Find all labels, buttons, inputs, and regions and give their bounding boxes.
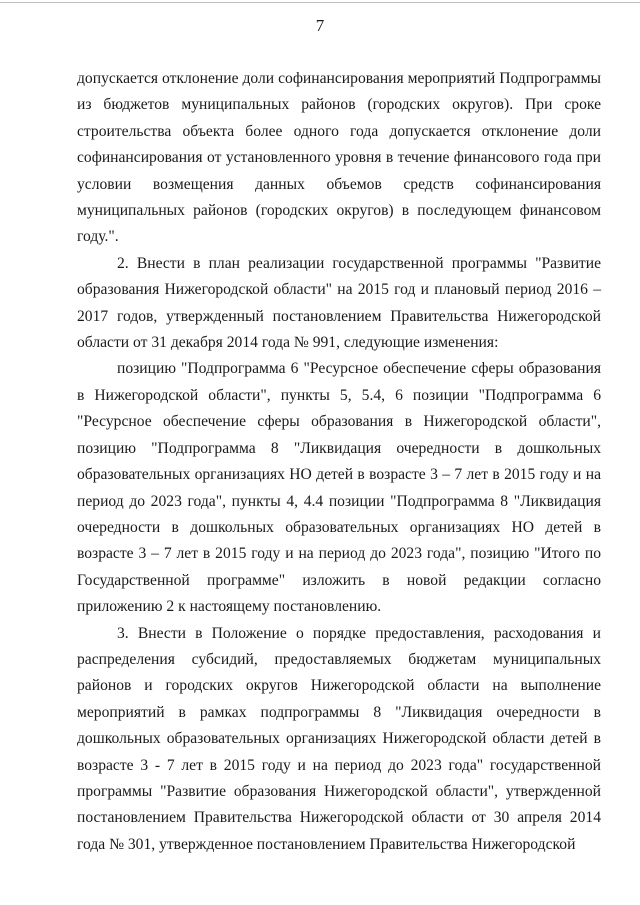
document-body xyxy=(77,66,601,858)
paragraph-item-2: 2. Внести в план реализации государственной программы "Развитие образования Нижегородской области" на 2015 год и плановый период 2016 – 2017 годов, утвержденный постановлением Правительства Нижегородской области от 31 декабря 2014 года № 991, следующие изменения: xyxy=(77,254,601,352)
paragraph-continuation: допускается отклонение доли софинансирования мероприятий Подпрограммы из бюджетов муниципальных районов (городских округов). При сроке строительства объекта более одного года допускается отклонение доли софинансирования от установленного уровня в течение финансового года при условии возмещения данных объемов средств софинансирования муниципальных районов (городских округов) в последующем финансовом году.". xyxy=(77,70,601,246)
page-top-edge xyxy=(0,2,640,3)
paragraph-positions: позицию "Подпрограмма 6 "Ресурсное обеспечение сферы образования в Нижегородской области", пункты 5, 5.4, 6 позиции "Подпрограмма 6 "Ресурсное обеспечение сферы образования в Нижегородской области", позицию "Подпрограмма 8 "Ликвидация очередности в дошкольных образовательных организациях НО детей в возрасте 3 – 7 лет в 2015 году и на период до 2023 года", пункты 4, 4.4 позиции "Подпрограмма 8 "Ликвидация очередности в дошкольных образовательных организациях НО детей в возрасте 3 – 7 лет в 2015 году и на период до 2023 года", позицию "Итого по Государственной программе" изложить в новой редакции согласно приложению 2 к настоящему постановлению. xyxy=(77,360,601,616)
page-number: 7 xyxy=(315,16,325,35)
paragraph-item-3: 3. Внести в Положение о порядке предоставления, расходования и распределения субсидий, предоставляемых бюджетам муниципальных районов и городских округов Нижегородской области на выполнение мероприятий в рамках подпрограммы 8 "Ликвидация очередности в дошкольных образовательных организациях Нижегородской области детей в возрасте 3 - 7 лет в 2015 году и на период до 2023 года" государственной программы "Развитие образования Нижегородской области", утвержденной постановлением Правительства Нижегородской области от 30 апреля 2014 года № 301, утвержденное постановлением Правительства Нижегородской xyxy=(77,624,601,853)
